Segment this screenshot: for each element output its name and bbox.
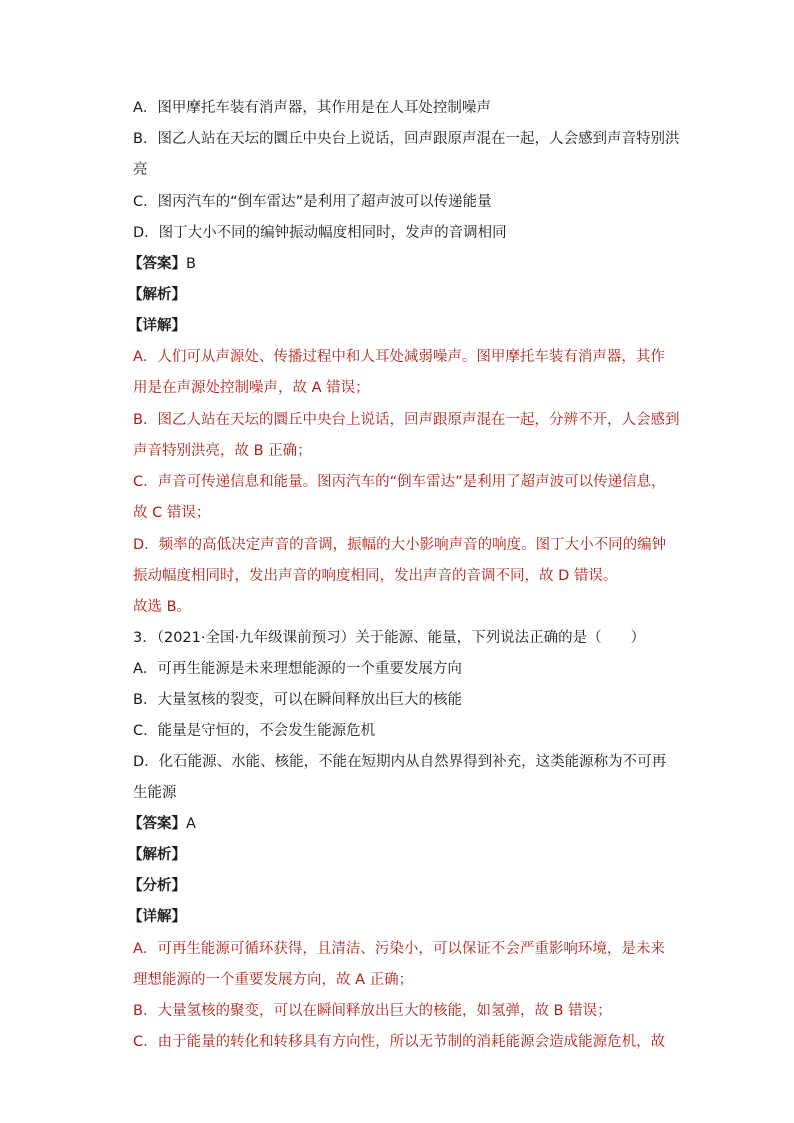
q3-option-d-cont: 生能源	[133, 785, 177, 801]
q2-option-c: C．图丙汽车的“倒车雷达”是利用了超声波可以传递能量	[133, 194, 492, 210]
q2-detail-line: 故选 B。	[133, 599, 192, 615]
q3-detail-line: 理想能源的一个重要发展方向，故 A 正确；	[133, 972, 414, 988]
q3-answer-value: A	[186, 816, 196, 832]
q2-option-a: A．图甲摩托车装有消声器，其作用是在人耳处控制噪声	[133, 100, 491, 116]
q3-detail-line: A．可再生能源可循环获得，且清洁、污染小，可以保证不会严重影响环境，是未来	[133, 941, 665, 957]
q2-answer	[128, 254, 196, 274]
q2-detail-line: D．频率的高低决定声音的音调，振幅的大小影响声音的响度。图丁大小不同的编钟	[133, 537, 667, 553]
q3-detail-line: B．大量氢核的聚变，可以在瞬间释放出巨大的核能，如氢弹，故 B 错误；	[133, 1003, 612, 1019]
q2-answer-value: B	[186, 256, 196, 272]
q2-detail-line: A．人们可从声源处、传播过程中和人耳处减弱噪声。图甲摩托车装有消声器，其作	[133, 349, 665, 365]
q2-option-b-cont: 亮	[133, 162, 148, 178]
q3-option-b: B．大量氢核的裂变，可以在瞬间释放出巨大的核能	[133, 692, 462, 708]
q3-answer-label: 【答案】	[128, 816, 186, 832]
q3-detail-line: C．由于能量的转化和转移具有方向性，所以无节制的消耗能源会造成能源危机，故	[133, 1034, 666, 1050]
q2-detail-line: 用是在声源处控制噪声，故 A 错误；	[133, 380, 370, 396]
q2-detail-line: 振动幅度相同时，发出声音的响度相同，发出声音的音调不同，故 D 错误。	[133, 568, 618, 584]
q2-detail-line: B．图乙人站在天坛的圜丘中央台上说话，回声跟原声混在一起，分辨不开，人会感到	[133, 412, 680, 428]
q2-detail-line: 故 C 错误；	[133, 505, 211, 521]
q3-stem: 3．（2021·全国·九年级课前预习）关于能源、能量，下列说法正确的是（ ）	[133, 630, 646, 646]
q3-fenxi-label: 【分析】	[128, 878, 186, 894]
q2-answer-label: 【答案】	[128, 256, 186, 272]
q3-answer	[128, 814, 196, 834]
q3-option-c: C．能量是守恒的，不会发生能源危机	[133, 723, 376, 739]
q2-detail-line: 声音特别洪亮，故 B 正确；	[133, 443, 312, 459]
q2-detail-line: C．声音可传递信息和能量。图丙汽车的“倒车雷达”是利用了超声波可以传递信息，	[133, 474, 666, 490]
q2-option-b: B．图乙人站在天坛的圜丘中央台上说话，回声跟原声混在一起，人会感到声音特别洪	[133, 131, 680, 147]
q2-detail-label: 【详解】	[128, 318, 186, 334]
q2-analysis-label: 【解析】	[128, 287, 186, 303]
q3-option-d: D．化石能源、水能、核能，不能在短期内从自然界得到补充，这类能源称为不可再	[133, 754, 667, 770]
q3-detail-label: 【详解】	[128, 909, 186, 925]
q3-option-a: A．可再生能源是未来理想能源的一个重要发展方向	[133, 661, 462, 677]
q2-option-d: D．图丁大小不同的编钟振动幅度相同时，发声的音调相同	[133, 225, 507, 241]
q3-analysis-label: 【解析】	[128, 847, 186, 863]
